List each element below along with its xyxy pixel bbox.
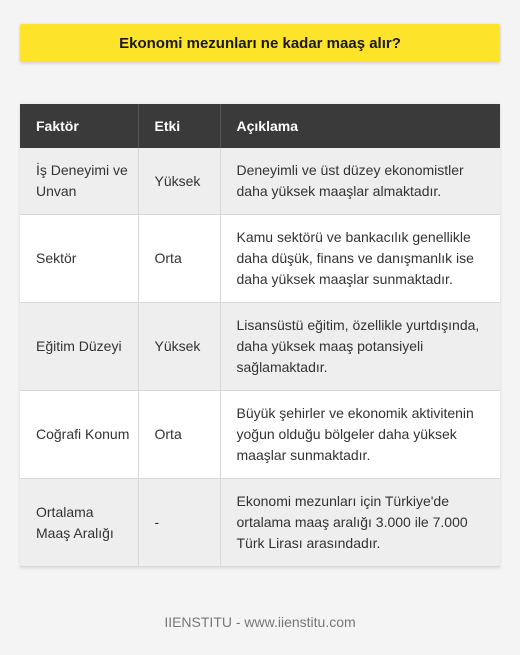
effect-cell: Yüksek <box>138 303 220 391</box>
footer-credit: IIENSTITU - www.iienstitu.com <box>164 614 356 630</box>
description-cell: Kamu sektörü ve bankacılık genellikle daha düşük, finans ve danışmanlık ise daha yüksek maaşlar sunmaktadır. <box>220 215 500 303</box>
effect-cell: Yüksek <box>138 148 220 215</box>
table-row <box>20 391 500 479</box>
factor-cell: Sektör <box>20 215 138 303</box>
description-cell: Büyük şehirler ve ekonomik aktivitenin yoğun olduğu bölgeler daha yüksek maaşlar sunmaktadır. <box>220 391 500 479</box>
table-row <box>20 215 500 303</box>
table-row <box>20 479 500 567</box>
description-cell: Ekonomi mezunları için Türkiye'de ortalama maaş aralığı 3.000 ile 7.000 Türk Lirası arasındadır. <box>220 479 500 567</box>
effect-cell: - <box>138 479 220 567</box>
effect-cell: Orta <box>138 391 220 479</box>
factor-cell: Ortalama Maaş Aralığı <box>20 479 138 567</box>
header-description: Açıklama <box>220 104 500 148</box>
effect-cell: Orta <box>138 215 220 303</box>
page-title: Ekonomi mezunları ne kadar maaş alır? <box>119 34 401 52</box>
factor-cell: İş Deneyimi ve Unvan <box>20 148 138 215</box>
description-cell: Lisansüstü eğitim, özellikle yurtdışında, daha yüksek maaş potansiyeli sağlamaktadır. <box>220 303 500 391</box>
table-row <box>20 148 500 215</box>
title-banner <box>20 24 500 62</box>
factor-cell: Coğrafi Konum <box>20 391 138 479</box>
table-row <box>20 303 500 391</box>
salary-factors-table <box>20 104 500 567</box>
header-effect: Etki <box>138 104 220 148</box>
factor-cell: Eğitim Düzeyi <box>20 303 138 391</box>
header-factor: Faktör <box>20 104 138 148</box>
description-cell: Deneyimli ve üst düzey ekonomistler daha yüksek maaşlar almaktadır. <box>220 148 500 215</box>
table-header-row <box>20 104 500 148</box>
